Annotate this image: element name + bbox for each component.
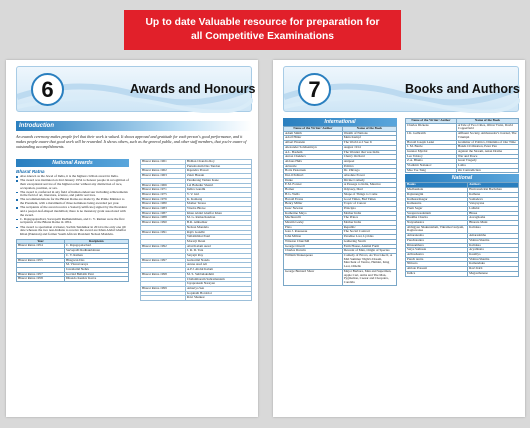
table-cell: Rajtarangini (406, 192, 468, 197)
list-item: C. Rajagopalachari, Sarvepalli Radhakrishnan, and C. V. Raman were the first recipients of the Bharat Ratna in 1954. (16, 218, 129, 226)
table-cell: Jean J. Rousseau (284, 230, 343, 235)
table-cell: Anton Chekhov (284, 155, 343, 160)
table-cell: J. R. D. Tata (185, 249, 251, 254)
table-cell: Harivansh Rai Bachchan (468, 188, 519, 193)
table-cell: Bharat Ratna 1954 (17, 244, 65, 249)
table-cell: War and Peace (456, 154, 518, 159)
table-cell: Bharat Ratna 1980 (141, 202, 186, 207)
table-cell: Bharat Ratna 1966 (141, 183, 186, 188)
table-cell: Rajiv Gandhi (185, 230, 251, 235)
table-cell: Good Times, Bad Times (342, 197, 396, 202)
list-item: Also known as the Jewel of India, it is the highest civilian award in India. (16, 175, 129, 179)
table-cell: Satyajit Ray (185, 254, 251, 259)
table-cell: Lolita (456, 164, 518, 169)
promo-banner (124, 10, 401, 50)
table-cell: Bharat Ratna 1958 (17, 277, 65, 282)
table-cell: Pandurang Vaman Kane (185, 178, 251, 183)
table-cell: Gulzarilal Nanda (185, 258, 251, 263)
table-cell: Principia (342, 206, 396, 211)
table-cell: Bharat Ratna 1990 (141, 221, 186, 226)
table-cell: Adam Smith (284, 131, 343, 136)
table-cell: Bharat Ratna 1976 (141, 197, 186, 202)
table-cell: Dai-il Pehlavi (284, 174, 343, 179)
table-row (17, 277, 129, 282)
introduction-text: An awards ceremony makes people feel that their work is valued. It shows approval and gratitude for each person's good performance, and it makes people aware that good work will be rewarded. It shows others, such as the general public, and other staff members, that you're aware of outstanding accomplishments. (16, 134, 247, 149)
table-cell: Bharat Ratna 1957 (17, 272, 65, 277)
table-cell: K. Kamaraj (185, 197, 251, 202)
table-cell: A.P.J. Abdul Kalam (185, 268, 251, 273)
col-book: Name of the Book (342, 127, 396, 132)
table-cell: C. Rajagopalachari (65, 244, 129, 249)
table-cell: Indica (406, 271, 468, 276)
table-cell: Bhagwan Das (65, 258, 129, 263)
table-cell: Arthashastra (406, 252, 468, 257)
table-cell: Morarji Desai (185, 239, 251, 244)
table-cell: Comedy of Errors, As You Like It, A Mid Summer Night's Dream, Merchant of Venice, Hamlet, King Lear, Othello (342, 253, 396, 269)
table-cell: Mother India (342, 211, 396, 216)
table-cell: B.R. Ambedkar (185, 221, 251, 226)
table-row (284, 253, 397, 269)
table-cell: Adolf Hitler (284, 136, 343, 141)
table-cell: The World as I See It (342, 141, 396, 146)
table-cell: J.K. Galbraith (406, 132, 457, 140)
table-row (284, 269, 397, 285)
table-cell: Kalidasa (468, 225, 519, 233)
table-cell: John Milton (284, 235, 343, 240)
table-cell: Bharat Ratna 1962 (141, 169, 186, 174)
table-cell: Absolute Power (342, 174, 396, 179)
national-awards-heading: National Awards (16, 159, 129, 167)
table-cell: Bharat Ratna 1997 (141, 258, 186, 263)
table-cell: E.M. Forster (284, 183, 343, 188)
table-cell: Bharat Ratna 1988 (141, 216, 186, 221)
table-cell: Hands Civilization, Peter Pan (456, 145, 518, 150)
international-books-continued (405, 118, 519, 173)
table-cell: Zakir Husain (185, 174, 251, 179)
col-year: Year (17, 239, 65, 244)
table-cell: Great Tragedy (456, 159, 518, 164)
table-cell: Republic (342, 225, 396, 230)
table-cell: Vishnu Sharma (468, 238, 519, 243)
table-cell: Bharat Ratna 1975 (141, 192, 186, 197)
table-cell: Bharat Ratna 1991 (141, 230, 186, 235)
table-cell: Jayaprakash Narayan (185, 282, 251, 287)
international-column (283, 118, 397, 286)
bharat-ratna-subheading: Bharat Ratna (16, 169, 45, 174)
table-cell: Bharat Ratna 1992 (141, 244, 186, 249)
list-item: The award to sportsman cricketer, Sachin Tendulkar in 2014 is the only one till date whereas the two non-Indians to receive the award are Khan Abdul Ghaffar Khan (Pakistan) and former South African President Nelson Mandela. (16, 226, 129, 237)
table-cell: Aruna Asaf Ali (185, 263, 251, 268)
table-cell: Bharat Ratna 1983 (141, 207, 186, 212)
table-cell: Satya Sathasia (406, 248, 468, 253)
table-cell: Kamandaka (468, 262, 519, 267)
col-book: Name of the Book (456, 119, 518, 124)
table-cell: Grammar of Politics, Dilemma of Our Time (456, 140, 518, 145)
table-cell: Asvaghosha (468, 216, 519, 221)
table-cell: Govind Ballabh Pant (65, 272, 129, 277)
table-cell: V. V. Giri (185, 192, 251, 197)
right-page (273, 60, 525, 417)
table-cell: Wealth of Nations (342, 131, 396, 136)
left-column (16, 159, 129, 282)
table-cell: Bidhan Chandra Roy (185, 160, 251, 165)
table-cell: Vatsyayana (468, 202, 519, 207)
table-cell: Harold Joseph Laski (406, 140, 457, 145)
table-cell: Mother Teresa (185, 202, 251, 207)
table-cell: George Bernard Shaw (284, 269, 343, 285)
table-cell: Farm House, Animal Farm (342, 244, 396, 249)
table-cell: Boris Pasternak (284, 169, 343, 174)
table-cell: Plato (284, 225, 343, 230)
table-cell: Abhigyan Shakuntalam, Vikramorvasiyam, Raghuvansa (406, 225, 468, 233)
table-row (406, 168, 519, 173)
table-cell: Amartya Sen (185, 286, 251, 291)
table-cell: Harold Evans (284, 197, 343, 202)
table-cell: Ravi Kirti (468, 267, 519, 272)
table-cell: Odyssey, Iliad (342, 188, 396, 193)
table-cell: Paradise Lost, Lycidas (342, 235, 396, 240)
table-cell: Kalhana (468, 192, 519, 197)
table-cell: The Prince (342, 216, 396, 221)
table-cell: Gunnar Myrdal (406, 149, 457, 154)
table-cell: Ahlole Prasasti (406, 267, 468, 272)
table-cell: Shape of Things to Come (342, 192, 396, 197)
table-cell: Mein Kampf (342, 136, 396, 141)
table-cell: Gathering Storm (342, 239, 396, 244)
banner-line-2: all Competitive Examinations (190, 31, 335, 42)
col-author: Name of the Writer/ Author (284, 127, 343, 132)
table-cell: Antpoet (342, 159, 396, 164)
chapter-number: 6 (31, 73, 64, 106)
table-cell: Jawaharlal Nehru (65, 268, 129, 273)
national-books-heading: National (405, 174, 519, 182)
col-authors: Authors (468, 183, 519, 188)
table-cell: Kathasaritsagar (406, 197, 468, 202)
table-cell: Charles Darwin (284, 249, 343, 254)
table-cell: Sarvepalli Radhakrishnan (65, 249, 129, 254)
list-item: The award is conferred in any field of human endeavour including achievements in the field of art, literature, science, and public services. (16, 191, 129, 199)
table-cell: Purushottam Das Tandon (185, 164, 251, 169)
table-cell: Gopinath Bordoloi (185, 291, 251, 296)
table-cell: On Contradiction (456, 168, 518, 173)
table-cell: A Passage to India, Maurice (342, 183, 396, 188)
table-cell: Nitisara (406, 262, 468, 267)
table-cell: Lal Bahadur Shastri (185, 183, 251, 188)
table-cell: Indira Gandhi (185, 188, 251, 193)
table-cell: J. M. Barrie (406, 145, 457, 150)
table-cell: A.L. Basham (284, 150, 343, 155)
table-cell: Prem Sagar (406, 206, 468, 211)
table-cell: Bhasa (468, 211, 519, 216)
table-cell: Winston Churchill (284, 239, 343, 244)
table-cell: Rajendra Prasad (185, 169, 251, 174)
table-cell: Leo Tolstoy (406, 154, 457, 159)
table-cell: August 1914 (342, 145, 396, 150)
table-cell: M. Visvesvaraya (65, 263, 129, 268)
table-cell: Madhushala (406, 188, 468, 193)
table-cell: Katherine Mayo (284, 211, 343, 216)
table-cell: Vallabhbhai Patel (185, 235, 251, 240)
table-cell: Dhondo Keshav Karve (65, 277, 129, 282)
table-cell: Descent of Man, Origin of Species (342, 249, 396, 254)
table-cell: The Wonder that was India (342, 150, 396, 155)
list-item: The recommendations for the Bharat Ratna are made by the Prime Minister to the President, with a maximum of three nominees being awarded per year. (16, 198, 129, 206)
table-cell: A Tale of Two Cities, Oliver Twist, David Copperfield (456, 123, 518, 131)
table-cell: Bharata Muni (468, 221, 519, 226)
table-cell: H.G. Wells (284, 192, 343, 197)
chapter-header (16, 66, 256, 112)
table-cell: The Social Contract (342, 230, 396, 235)
national-books-table (405, 182, 519, 276)
chapter-header (283, 66, 519, 112)
table-cell (141, 296, 186, 301)
table-cell: Kalidasa (468, 243, 519, 248)
table-cell: Nelson Mandela (185, 225, 251, 230)
table-cell: Alexander Solzhenitsyn (284, 145, 343, 150)
table-cell: Bharat Ratna 1971 (141, 188, 186, 193)
table-cell: Panchatantra (406, 238, 468, 243)
table-cell: Against the Stream, Asian Drama (456, 149, 518, 154)
table-cell: Henry Miller (284, 202, 343, 207)
table-cell: Affluent Society, Ambassador's Journal, The Triumph (457, 131, 517, 139)
table-cell: Albert Einstein (284, 141, 343, 146)
table-cell: Bharat Ratna 1999 (141, 286, 186, 291)
table-cell: Z.A. Bhutto (406, 159, 457, 164)
table-cell: Charles Dickens (406, 123, 457, 131)
table-cell: Divine Comedy (342, 178, 396, 183)
table-cell: Vinoba Bhave (185, 207, 251, 212)
table-cell: Bharat Ratna 1963 (141, 174, 186, 179)
table-cell: Aryabhatta (468, 248, 519, 253)
early-recipients-table (16, 239, 129, 282)
left-page (6, 60, 258, 417)
table-cell: M. S. Subbulakshmi (185, 272, 251, 277)
table-cell: Megasthanese (468, 271, 519, 276)
international-books-table (283, 126, 397, 286)
chapter-number: 7 (298, 73, 331, 106)
table-cell: Abul Kalam Azad (185, 244, 251, 249)
table-cell: Bharat Ratna 1955 (17, 258, 65, 263)
table-cell: Ritusamhara (406, 243, 468, 248)
table-cell: Vishnu Sharma (468, 257, 519, 262)
international-heading: International (283, 118, 397, 126)
table-cell: Cherry Orchard (342, 155, 396, 160)
table-cell: Bharat Ratna 1961 (141, 160, 186, 165)
table-cell: Kamasutra (406, 202, 468, 207)
table-cell: Isaac Newton (284, 206, 343, 211)
table-cell: William Shakespeare (284, 253, 343, 269)
table-cell: Major Barbara, Man and Superman, Apple Cart, Arms and The Man, Pygmalion, Caesar and Cleopatra, Candida (342, 269, 396, 285)
table-cell: Natyashastra (406, 221, 468, 226)
col-books: Books (406, 183, 468, 188)
table-cell: Kautilya (468, 252, 519, 257)
list-item: The recipients of the award receive a Sanad (certificate) signed by the President and a peepal-leaf-shaped medallion; there is no monetary grant associated with the award. (16, 206, 129, 217)
table-cell: Bharat Ratna 1987 (141, 211, 186, 216)
col-author: Name of the Writer/ Author (406, 119, 457, 124)
right-column (405, 118, 519, 277)
table-cell: Homer (284, 188, 343, 193)
table-cell: Buddha Charita (406, 216, 468, 221)
bharat-ratna-bullets (16, 175, 129, 237)
table-cell: Dante (284, 178, 343, 183)
table-row (141, 296, 252, 301)
chapter-title: Awards and Honours (130, 82, 256, 96)
table-cell: Chidambaram Subramaniam (185, 277, 251, 282)
table-cell: Panch tantra (406, 257, 468, 262)
table-cell: Maxim Gorky (284, 221, 343, 226)
table-cell: Khan Abdul Ghaffar Khan (185, 211, 251, 216)
table-cell: M. G. Ramachandran (185, 216, 251, 221)
table-cell: Aristotle (284, 164, 343, 169)
table-cell: Vladimir Nabakov (406, 164, 457, 169)
recipients-table (140, 159, 252, 301)
table-cell: George Orwell (284, 244, 343, 249)
table-cell: Tropic of Cancer (342, 202, 396, 207)
table-cell: Mother India (342, 221, 396, 226)
table-cell: Dr. Zhivago (342, 169, 396, 174)
introduction-heading: Introduction (16, 121, 252, 131)
table-row (406, 271, 519, 276)
table-cell: Lallulal (468, 206, 519, 211)
table-cell: Amarakosha (406, 234, 468, 239)
table-cell: Aldous Hulx (284, 159, 343, 164)
banner-line-1: Up to date Valuable resource for preparation for (145, 17, 380, 28)
table-cell: Bharat Ratna 1998 (141, 272, 186, 277)
table-cell: Amarasimha (468, 234, 519, 239)
col-recipients: Recipients (65, 239, 129, 244)
table-cell: Swapnavasdattam (406, 211, 468, 216)
table-cell: Mao Tse Tung (406, 168, 457, 173)
table-cell: Somadeva (468, 197, 519, 202)
table-cell: Politics (342, 164, 396, 169)
recipients-column (140, 159, 252, 301)
table-cell: C. V. Raman (65, 253, 129, 258)
chapter-title: Books and Authors (405, 82, 520, 96)
table-row (406, 132, 519, 140)
list-item: The award was instituted on 2nd January 1954 to honour people in recognition of their exceptional service of the highest order without any distinction of race, occupation, position, or sex. (16, 179, 129, 190)
table-cell: Ravi Shankar (185, 296, 251, 301)
table-cell: Machiavelli (284, 216, 343, 221)
